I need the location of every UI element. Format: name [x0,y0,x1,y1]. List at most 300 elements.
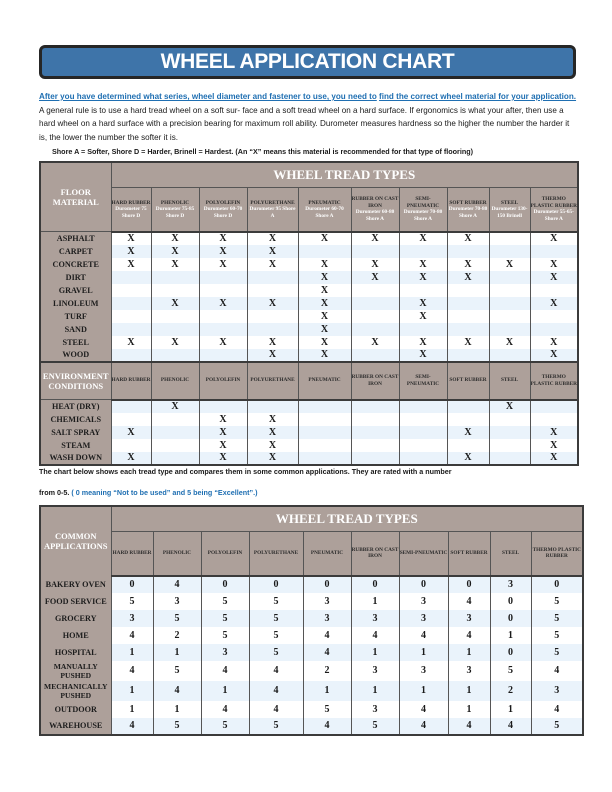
cell-pneumatic: X [298,232,351,245]
cell-polyolefin: X [199,232,247,245]
row-label-turf: TURF [40,310,111,323]
rating-thermo-plastic-rubber: 5 [531,593,583,610]
table-row [40,426,578,439]
cell-polyurethane: X [247,258,298,271]
cell-polyurethane: X [247,336,298,349]
cell-rubber-on-cast-iron: X [351,336,399,349]
cell-steel [489,232,530,245]
column-durometer: Durometer 75 Shore D [115,206,147,219]
env-column-header-soft-rubber: SOFT RUBBER [447,362,489,400]
rating-rubber-on-cast-iron: 1 [351,593,399,610]
cell-pneumatic [298,400,351,413]
cell-soft-rubber [447,284,489,297]
row-label-food-service: FOOD SERVICE [40,593,111,610]
column-header-thermo-plastic-rubber: THERMO PLASTIC RUBBER [531,532,583,576]
rating-rubber-on-cast-iron: 0 [351,576,399,593]
table-row [40,452,578,465]
cell-semi-pneumatic: X [399,349,447,362]
cell-polyurethane: X [247,439,298,452]
cell-steel: X [489,400,530,413]
cell-soft-rubber [447,310,489,323]
cell-hard-rubber: X [111,452,151,465]
table-row [40,232,578,245]
cell-semi-pneumatic: X [399,258,447,271]
column-header-hard-rubber: HARD RUBBER [111,532,153,576]
cell-rubber-on-cast-iron [351,284,399,297]
cell-hard-rubber [111,271,151,284]
cell-polyurethane [247,400,298,413]
cell-polyolefin [199,271,247,284]
cell-polyolefin: X [199,439,247,452]
rating-thermo-plastic-rubber: 5 [531,644,583,661]
cell-phenolic [151,452,199,465]
cell-pneumatic: X [298,310,351,323]
rating-polyurethane: 5 [249,593,303,610]
cell-pneumatic: X [298,297,351,310]
table-row [40,627,583,644]
column-name: RUBBER ON CAST IRON [351,196,399,209]
cell-phenolic [151,271,199,284]
rating-thermo-plastic-rubber: 3 [531,681,583,701]
table-row [40,284,578,297]
cell-semi-pneumatic [399,413,447,426]
cell-thermo-plastic-rubber: X [530,349,578,362]
cell-thermo-plastic-rubber: X [530,271,578,284]
cell-steel: X [489,336,530,349]
row-label-concrete: CONCRETE [40,258,111,271]
column-header-semi-pneumatic [399,188,447,232]
common-applications-table [39,505,584,736]
cell-thermo-plastic-rubber: X [530,232,578,245]
column-header-polyolefin [199,188,247,232]
cell-phenolic: X [151,336,199,349]
cell-hard-rubber [111,349,151,362]
cell-steel [489,271,530,284]
cell-soft-rubber [447,413,489,426]
intro-paragraph [39,90,579,159]
row-label-linoleum: LINOLEUM [40,297,111,310]
cell-rubber-on-cast-iron: X [351,258,399,271]
env-column-header-rubber-on-cast-iron: RUBBER ON CAST IRON [351,362,399,400]
rating-soft-rubber: 3 [448,610,490,627]
cell-rubber-on-cast-iron: X [351,232,399,245]
row-label-steel: STEEL [40,336,111,349]
rating-thermo-plastic-rubber: 5 [531,627,583,644]
env-column-header-pneumatic: PNEUMATIC [298,362,351,400]
env-column-header-hard-rubber: HARD RUBBER [111,362,151,400]
column-durometer: Durometer 95 Shore A [249,206,296,219]
rating-polyolefin: 5 [201,610,249,627]
rating-soft-rubber: 4 [448,593,490,610]
column-durometer: Durometer 60-80 Shore A [355,209,395,222]
intro-link-1[interactable]: After you have determined what series, wheel diameter and fastener to use, you need to [39,92,377,101]
rating-hard-rubber: 1 [111,681,153,701]
env-column-header-thermo-plastic-rubber: THERMO PLASTIC RUBBER [530,362,578,400]
column-header-polyolefin: POLYOLEFIN [201,532,249,576]
column-header-pneumatic: PNEUMATIC [303,532,351,576]
intro-body: A general rule is to use a hard tread wheel on a soft sur- face and a soft tread wheel on a hard surface. If ergonomics is what your after, then use a hard wheel on a hard surface with a precision bearing for maximum roll ability. Durometer measures hardness so the higher the number the harder it is, the lower the number the softer it is. [39,105,570,142]
rating-polyolefin: 5 [201,627,249,644]
cell-polyolefin: X [199,336,247,349]
rating-phenolic: 5 [153,718,201,735]
cell-polyolefin: X [199,245,247,258]
env-column-header-polyurethane: POLYURETHANE [247,362,298,400]
column-header-rubber-on-cast-iron [351,188,399,232]
rating-polyolefin: 3 [201,644,249,661]
rating-polyurethane: 5 [249,718,303,735]
rating-polyurethane: 5 [249,644,303,661]
env-column-header-semi-pneumatic: SEMI-PNEUMATIC [399,362,447,400]
cell-hard-rubber: X [111,232,151,245]
cell-thermo-plastic-rubber [530,413,578,426]
rating-pneumatic: 4 [303,627,351,644]
cell-polyurethane: X [247,413,298,426]
table-row [40,310,578,323]
table-caption-row [40,162,578,188]
rating-steel: 5 [490,661,531,681]
cell-pneumatic [298,439,351,452]
rating-soft-rubber: 1 [448,681,490,701]
rating-phenolic: 2 [153,627,201,644]
column-header-phenolic [151,188,199,232]
column-name: STEEL [500,199,519,206]
rating-phenolic: 1 [153,701,201,718]
column-header-pneumatic [298,188,351,232]
row-label-bakery-oven: BAKERY OVEN [40,576,111,593]
table-row [40,661,583,681]
cell-steel [489,323,530,336]
cell-steel: X [489,258,530,271]
rating-steel: 3 [490,576,531,593]
rating-pneumatic: 5 [303,701,351,718]
column-durometer: Durometer 55-65-Shore A [533,209,574,222]
cell-soft-rubber [447,439,489,452]
rating-thermo-plastic-rubber: 5 [531,610,583,627]
cell-phenolic: X [151,245,199,258]
rating-pneumatic: 2 [303,661,351,681]
cell-steel [489,452,530,465]
env-column-header-phenolic: PHENOLIC [151,362,199,400]
rating-semi-pneumatic: 1 [399,681,448,701]
row-label-sand: SAND [40,323,111,336]
rating-pneumatic: 4 [303,718,351,735]
rating-polyurethane: 5 [249,627,303,644]
rating-soft-rubber: 4 [448,718,490,735]
rating-pneumatic: 0 [303,576,351,593]
env-column-header-polyolefin: POLYOLEFIN [199,362,247,400]
row-label-steam: STEAM [40,439,111,452]
rating-rubber-on-cast-iron: 1 [351,644,399,661]
rating-pneumatic: 3 [303,593,351,610]
cell-steel [489,349,530,362]
rating-thermo-plastic-rubber: 4 [531,661,583,681]
row-header-title: FLOOR MATERIAL [40,162,111,232]
row-label-gravel: GRAVEL [40,284,111,297]
table-row [40,336,578,349]
cell-polyolefin: X [199,426,247,439]
cell-pneumatic [298,245,351,258]
table-row [40,245,578,258]
cell-rubber-on-cast-iron [351,297,399,310]
cell-hard-rubber [111,413,151,426]
cell-semi-pneumatic [399,400,447,413]
cell-semi-pneumatic: X [399,232,447,245]
rating-soft-rubber: 4 [448,627,490,644]
row-label-hospital: HOSPITAL [40,644,111,661]
rating-polyolefin: 4 [201,661,249,681]
cell-thermo-plastic-rubber: X [530,452,578,465]
rating-phenolic: 5 [153,610,201,627]
row-label-carpet: CARPET [40,245,111,258]
cell-phenolic [151,439,199,452]
ratings-note-text: The chart below shows each tread type and compares them in some common applications. They are rated with a number [39,467,452,476]
cell-polyolefin: X [199,452,247,465]
cell-polyolefin: X [199,413,247,426]
rating-polyurethane: 4 [249,701,303,718]
cell-polyolefin [199,323,247,336]
cell-soft-rubber: X [447,452,489,465]
table-row [40,576,583,593]
rating-semi-pneumatic: 0 [399,576,448,593]
table-row [40,644,583,661]
column-durometer: Durometer 75-85 Shore D [155,206,195,219]
cell-polyurethane: X [247,245,298,258]
row-label-warehouse: WAREHOUSE [40,718,111,735]
cell-polyurethane [247,284,298,297]
table-row [40,593,583,610]
cell-rubber-on-cast-iron [351,310,399,323]
cell-steel [489,310,530,323]
cell-steel [489,245,530,258]
rating-soft-rubber: 1 [448,701,490,718]
column-name: SEMI-PNEUMATIC [406,196,440,209]
column-name: PHENOLIC [160,199,190,206]
column-durometer: Durometer 130-150 Brinell [491,206,528,219]
cell-semi-pneumatic [399,439,447,452]
cell-rubber-on-cast-iron [351,413,399,426]
cell-rubber-on-cast-iron [351,245,399,258]
cell-thermo-plastic-rubber: X [530,258,578,271]
table-row [40,349,578,362]
table-caption-row [40,506,583,532]
row-label-wood: WOOD [40,349,111,362]
cell-thermo-plastic-rubber [530,284,578,297]
ratings-note-prefix: from 0-5. [39,488,72,497]
cell-polyurethane [247,271,298,284]
cell-rubber-on-cast-iron [351,426,399,439]
cell-thermo-plastic-rubber [530,310,578,323]
rating-polyolefin: 5 [201,593,249,610]
row-label-salt-spray: SALT SPRAY [40,426,111,439]
cell-hard-rubber [111,297,151,310]
cell-polyurethane [247,310,298,323]
table-row [40,323,578,336]
rating-pneumatic: 4 [303,644,351,661]
cell-pneumatic: X [298,349,351,362]
table-caption: WHEEL TREAD TYPES [111,506,583,532]
table-row [40,681,583,701]
rating-rubber-on-cast-iron: 1 [351,681,399,701]
cell-rubber-on-cast-iron [351,323,399,336]
column-header-thermo-plastic-rubber [530,188,578,232]
column-name: HARD RUBBER [111,199,151,206]
cell-polyurethane: X [247,426,298,439]
cell-pneumatic [298,426,351,439]
column-header-rubber-on-cast-iron: RUBBER ON CAST IRON [351,532,399,576]
rating-pneumatic: 1 [303,681,351,701]
table-row [40,610,583,627]
rating-phenolic: 4 [153,681,201,701]
intro-link-2[interactable]: find the correct wheel material for your application. [379,92,577,101]
rating-polyurethane: 5 [249,610,303,627]
cell-pneumatic: X [298,284,351,297]
rating-hard-rubber: 4 [111,718,153,735]
cell-phenolic [151,413,199,426]
env-column-header-steel: STEEL [489,362,530,400]
cell-hard-rubber [111,323,151,336]
cell-soft-rubber: X [447,426,489,439]
ratings-note-legend: ( 0 meaning “Not to be used” and 5 being “Excellent”.) [71,488,258,497]
rating-steel: 0 [490,610,531,627]
rating-thermo-plastic-rubber: 5 [531,718,583,735]
cell-phenolic: X [151,232,199,245]
rating-rubber-on-cast-iron: 3 [351,610,399,627]
rating-steel: 0 [490,593,531,610]
table-row [40,400,578,413]
floor-material-table [39,161,579,466]
cell-hard-rubber: X [111,258,151,271]
cell-soft-rubber [447,297,489,310]
cell-pneumatic: X [298,258,351,271]
cell-rubber-on-cast-iron [351,400,399,413]
column-durometer: Durometer 70-80 Shore A [403,209,443,222]
cell-semi-pneumatic [399,426,447,439]
rating-hard-rubber: 4 [111,661,153,681]
column-header-steel [489,188,530,232]
cell-phenolic [151,426,199,439]
cell-soft-rubber [447,400,489,413]
column-header-hard-rubber [111,188,151,232]
rating-hard-rubber: 5 [111,593,153,610]
ratings-note-line1 [39,467,579,476]
cell-steel [489,413,530,426]
rating-soft-rubber: 3 [448,661,490,681]
cell-soft-rubber: X [447,258,489,271]
rating-polyolefin: 5 [201,718,249,735]
cell-soft-rubber [447,245,489,258]
column-name: POLYOLEFIN [205,199,241,206]
rating-rubber-on-cast-iron: 3 [351,661,399,681]
cell-phenolic: X [151,297,199,310]
cell-polyurethane: X [247,452,298,465]
row-header-title: COMMON APPLICATIONS [40,506,111,576]
column-header-semi-pneumatic: SEMI-PNEUMATIC [399,532,448,576]
column-durometer: Durometer 70-80 Shore A [448,206,488,219]
rating-rubber-on-cast-iron: 3 [351,701,399,718]
rating-polyolefin: 4 [201,701,249,718]
cell-pneumatic [298,413,351,426]
rating-steel: 4 [490,718,531,735]
rating-polyolefin: 1 [201,681,249,701]
rating-thermo-plastic-rubber: 0 [531,576,583,593]
rating-polyolefin: 0 [201,576,249,593]
cell-steel [489,297,530,310]
cell-hard-rubber [111,310,151,323]
column-header-row [40,532,583,576]
row-label-heat-dry: HEAT (DRY) [40,400,111,413]
cell-rubber-on-cast-iron: X [351,271,399,284]
cell-hard-rubber [111,284,151,297]
table-row [40,413,578,426]
cell-pneumatic: X [298,271,351,284]
cell-polyolefin [199,310,247,323]
column-header-steel: STEEL [490,532,531,576]
rating-phenolic: 4 [153,576,201,593]
cell-semi-pneumatic: X [399,310,447,323]
cell-polyurethane: X [247,297,298,310]
column-header-soft-rubber [447,188,489,232]
row-label-dirt: DIRT [40,271,111,284]
cell-polyurethane: X [247,349,298,362]
cell-thermo-plastic-rubber [530,245,578,258]
rating-steel: 0 [490,644,531,661]
cell-pneumatic: X [298,336,351,349]
cell-thermo-plastic-rubber [530,323,578,336]
column-name: PNEUMATIC [308,199,341,206]
cell-phenolic [151,349,199,362]
page-title: WHEEL APPLICATION CHART [160,50,455,73]
row-label-wash-down: WASH DOWN [40,452,111,465]
row-label-mechanically-pushed: MECHANICALLY PUSHED [40,681,111,701]
rating-semi-pneumatic: 4 [399,701,448,718]
cell-soft-rubber [447,349,489,362]
rating-polyurethane: 4 [249,681,303,701]
cell-semi-pneumatic [399,284,447,297]
cell-polyolefin [199,400,247,413]
rating-semi-pneumatic: 3 [399,610,448,627]
cell-soft-rubber: X [447,232,489,245]
cell-semi-pneumatic [399,245,447,258]
column-header-row [40,188,578,232]
cell-polyurethane [247,323,298,336]
cell-polyolefin: X [199,297,247,310]
cell-hard-rubber: X [111,336,151,349]
cell-thermo-plastic-rubber [530,400,578,413]
rating-polyurethane: 0 [249,576,303,593]
cell-soft-rubber: X [447,336,489,349]
table-row [40,297,578,310]
rating-hard-rubber: 1 [111,701,153,718]
rating-hard-rubber: 1 [111,644,153,661]
rating-semi-pneumatic: 1 [399,644,448,661]
row-label-manually-pushed: MANUALLY PUSHED [40,661,111,681]
rating-semi-pneumatic: 4 [399,718,448,735]
cell-pneumatic [298,452,351,465]
cell-thermo-plastic-rubber: X [530,426,578,439]
cell-polyolefin [199,349,247,362]
cell-hard-rubber: X [111,426,151,439]
ratings-note-line2 [39,488,579,497]
row-label-asphalt: ASPHALT [40,232,111,245]
rating-soft-rubber: 0 [448,576,490,593]
rating-semi-pneumatic: 3 [399,593,448,610]
env-header-row [40,362,578,400]
rating-phenolic: 1 [153,644,201,661]
table-caption: WHEEL TREAD TYPES [111,162,578,188]
column-header-polyurethane [247,188,298,232]
table-row [40,271,578,284]
rating-rubber-on-cast-iron: 5 [351,718,399,735]
